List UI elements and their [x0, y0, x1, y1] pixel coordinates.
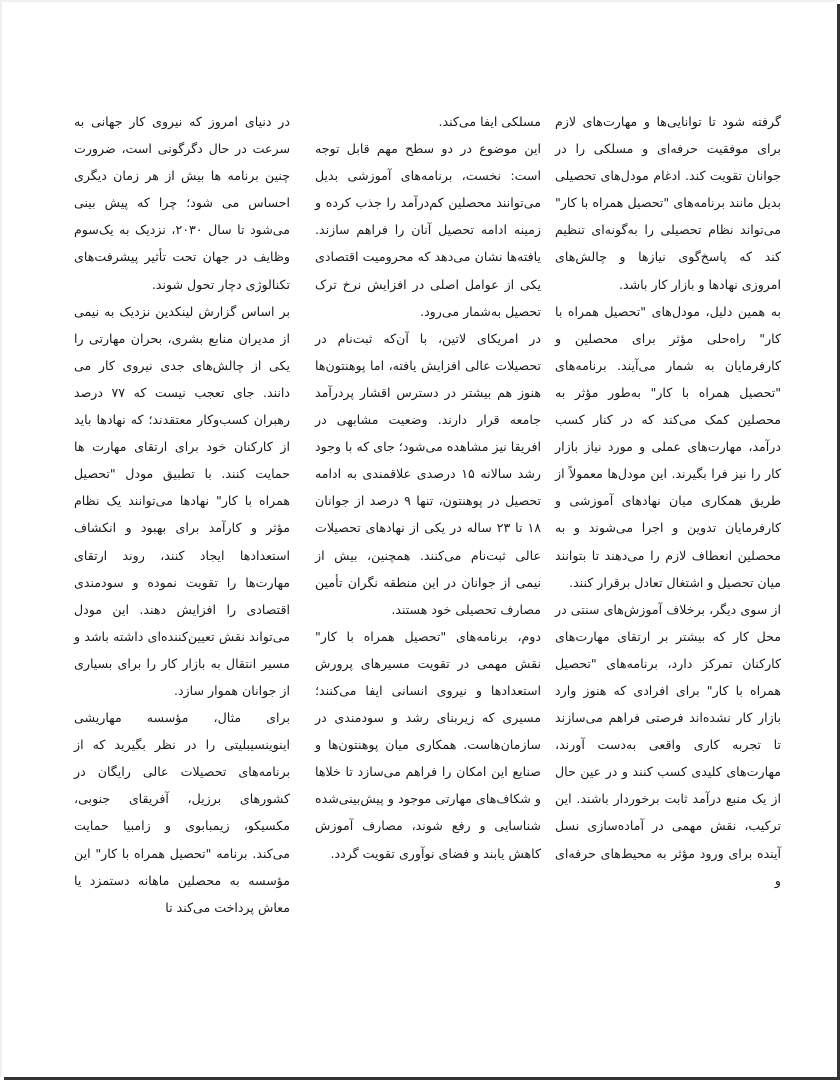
paragraph: بر اساس گزارش لینکدین نزدیک به نیمی از مدیران منابع بشری، بحران مهارتی را یکی از چالش‌های جدی نیروی کار می دانند. جای تعجب نیست که ۷۷ درصد رهبران کسب‌وکار معتقدند؛ که نهادها باید از کارکنان خود برای ارتقای مهارت ها حمایت کنند. با تطبیق مودل "تحصیل همراه با کار" نهادها می‌توانند یک نظام مؤثر و کارآمد برای بهبود و انکشاف استعدادها ایجاد کنند، روند ارتقای مهارت‌ها را تقویت نموده و سودمندی اقتصادی را افزایش دهند. این مودل می‌تواند نقش تعیین‌کننده‌ای داشته باشد و مسیر انتقال به بازار کار را برای بسیاری از جوانان هموار سازد. — [74, 303, 290, 698]
paragraph: دوم، برنامه‌های "تحصیل همراه با کار" نقش مهمی در تقویت مسیرهای پرورش استعدادها و نیروی انسانی ایفا می‌کنند؛ مسیری که زیربنای رشد و سودمندی در سازمان‌هاست. همکاری میان پوهنتون‌ها و صنایع این امکان را فراهم می‌سازد تا خلاها و شکاف‌های مهارتی موجود و پیش‌بینی‌شده شناسایی و رفع شوند، مصارف آموزش کاهش یابند و فضای نوآوری تقویت گردد. — [315, 628, 541, 861]
paragraph: مسلکی ایفا می‌کند. — [438, 114, 541, 129]
paragraph: در امریکای لاتین، با آن‌که ثبت‌نام در تحصیلات عالی افزایش یافته، اما پوهنتون‌ها هنوز هم بیشتر در دسترس اقشار پردرآمد جامعه قرار دارند. وضعیت مشابهی در افریقا نیز مشاهده می‌شود؛ جای که با وجود رشد سالانه ۱۵ درصدی علاقمندی به ادامه تحصیل در پوهنتون، تنها ۹ درصد از جوانان ۱۸ تا ۲۳ ساله در یکی از نهادهای تحصیلات عالی ثبت‌نام می‌کنند. همچنین، بیش از نیمی از جوانان در این منطقه نگران تأمین مصارف تحصیلی خود هستند. — [315, 330, 541, 617]
text-column-left — [74, 108, 290, 921]
paragraph: به همین دلیل، مودل‌های "تحصیل همراه با کار" راه‌حلی مؤثر برای محصلین و کارفرمایان به شمار می‌آیند. برنامه‌های "تحصیل همراه با کار" به‌طور مؤثر به محصلین کمک می‌کند که در کنار کسب درآمد، مهارت‌های عملی و مورد نیاز بازار کار را نیز فرا بگیرند. این مودل‌ها معمولاً از طریق همکاری میان نهادهای آموزشی و کارفرمایان تدوین و اجرا می‌شوند و به محصلین انعطاف لازم را می‌دهند تا بتوانند میان تحصیل و اشتغال تعادل برقرار کنند. — [555, 303, 781, 590]
paragraph: این موضوع در دو سطح مهم قابل توجه است: نخست، برنامه‌های آموزشی بدیل می‌توانند محصلین کم‌درآمد را جذب کرده و زمینه ادامه تحصیل آنان را فراهم سازند. یافته‌ها نشان می‌دهد که محرومیت اقتصادی یکی از عوامل اصلی در افزایش نرخ ترک تحصیل به‌شمار می‌رود. — [315, 141, 541, 319]
text-column-right — [555, 108, 781, 894]
text-column-middle — [315, 108, 541, 867]
paragraph: گرفته شود تا توانایی‌ها و مهارت‌های لازم برای موفقیت حرفه‌ای و مسلکی را در جوانان تقویت کند. ادغام مودل‌های تحصیلی بدیل مانند برنامه‌های "تحصیل همراه با کار" می‌تواند نظام تحصیلی را به‌گونه‌ای تنظیم کند که پاسخ‌گوی نیازها و چالش‌های امروزی نهادها و بازار کار باشد. — [555, 114, 781, 292]
paragraph: از سوی دیگر، برخلاف آموزش‌های سنتی در محل کار که بیشتر بر ارتقای مهارت‌های کارکنان تمرکز دارد، برنامه‌های "تحصیل همراه با کار" برای افرادی که هنوز وارد بازار کار نشده‌اند فرصتی فراهم می‌سازند تا تجربه کاری واقعی به‌دست آورند، مهارت‌های کلیدی کسب کنند و در عین حال از یک منبع درآمد ثابت برخوردار باشند. این ترکیب، نقش مهمی در آماده‌سازی نسل آینده برای ورود مؤثر به محیط‌های حرفه‌ای و — [555, 601, 781, 888]
paragraph: برای مثال، مؤسسه مهاریشی اینوینسیبلیتی را در نظر بگیرید که از برنامه‌های تحصیلات عالی رایگان در کشورهای برزیل، آفریقای جنوبی، مکسیکو، زیمبابوی و زامبیا حمایت می‌کند. برنامه "تحصیل همراه با کار" این مؤسسه به محصلین ماهانه دستمزد یا معاش پرداخت می‌کند تا — [74, 710, 290, 915]
paragraph: در دنیای امروز که نیروی کار جهانی به سرعت در حال دگرگونی است، ضرورت چنین برنامه ها بیش از هر زمان دیگری احساس می شود؛ چرا که پیش بینی می‌شود تا سال ۲۰۳۰، نزدیک به یک‌سوم وظایف در جهان تحت تأثیر پیشرفت‌های تکنالوژی دچار تحول شوند. — [74, 114, 290, 292]
